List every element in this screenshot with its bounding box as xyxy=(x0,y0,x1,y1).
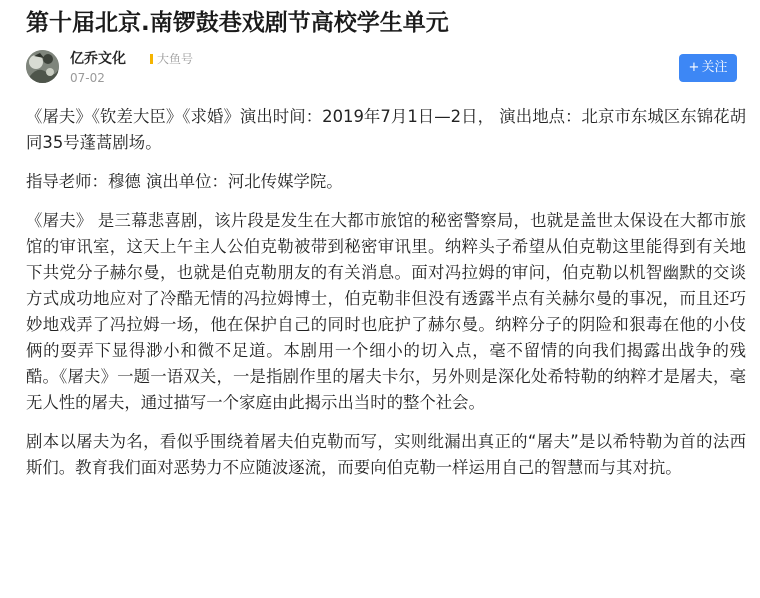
paragraph-theme: 剧本以屠夫为名，看似乎围绕着屠夫伯克勒而写，实则纰漏出真正的“屠夫”是以希特勒为首的法西斯们。教育我们面对恶势力不应随波逐流，而要向伯克勒一样运用自己的智慧而与其对抗。 xyxy=(26,432,746,477)
plus-icon: + xyxy=(688,60,700,75)
paragraph-instructor: 指导老师：穆德 演出单位：河北传媒学院。 xyxy=(26,172,343,191)
paragraph-performance-info: 《屠夫》《钦差大臣》《求婚》演出时间：2019年7月1日—2日， 演出地点：北京市东城区东锦花胡同35号蓬蒿剧场。 xyxy=(26,107,746,152)
article-title: 第十届北京.南锣鼓巷戏剧节高校学生单元 xyxy=(26,10,449,36)
platform-badge xyxy=(150,51,193,67)
platform-badge-label: 大鱼号 xyxy=(157,52,194,66)
paragraph-synopsis: 《屠夫》 是三幕悲喜剧，该片段是发生在大都市旅馆的秘密警察局，也就是盖世太保设在大都市旅馆的审讯室，这天上午主人公伯克勒被带到秘密审讯里。纳粹头子希望从伯克勒这里能得到有关地下共党分子赫尔曼，也就是伯克勒朋友的有关消息。面对冯拉姆的审问，伯克勒以机智幽默的交谈方式成功地应对了冷酷无情的冯拉姆博士，伯克勒非但没有透露半点有关赫尔曼的事况，而且还巧妙地戏弄了冯拉姆一场，他在保护自己的同时也庇护了赫尔曼。纳粹分子的阴险和狠毒在他的小伎俩的耍弄下显得渺小和微不足道。本剧用一个细小的切入点，毫不留情的向我们揭露出战争的残酷。《屠夫》一题一语双关，一是指剧作里的屠夫卡尔，另外则是深化处希特勒的纳粹才是屠夫，毫无人性的屠夫，通过描写一个家庭由此揭示出当时的整个社会。 xyxy=(26,211,746,412)
follow-button[interactable] xyxy=(679,54,737,82)
author-row xyxy=(26,50,738,88)
avatar-image xyxy=(26,50,59,83)
article-body xyxy=(26,104,746,494)
author-avatar[interactable] xyxy=(26,50,59,83)
author-name[interactable]: 亿乔文化 xyxy=(70,51,126,67)
badge-bar-icon xyxy=(150,54,153,64)
publish-date: 07-02 xyxy=(70,71,105,85)
follow-button-label: 关注 xyxy=(701,60,728,75)
